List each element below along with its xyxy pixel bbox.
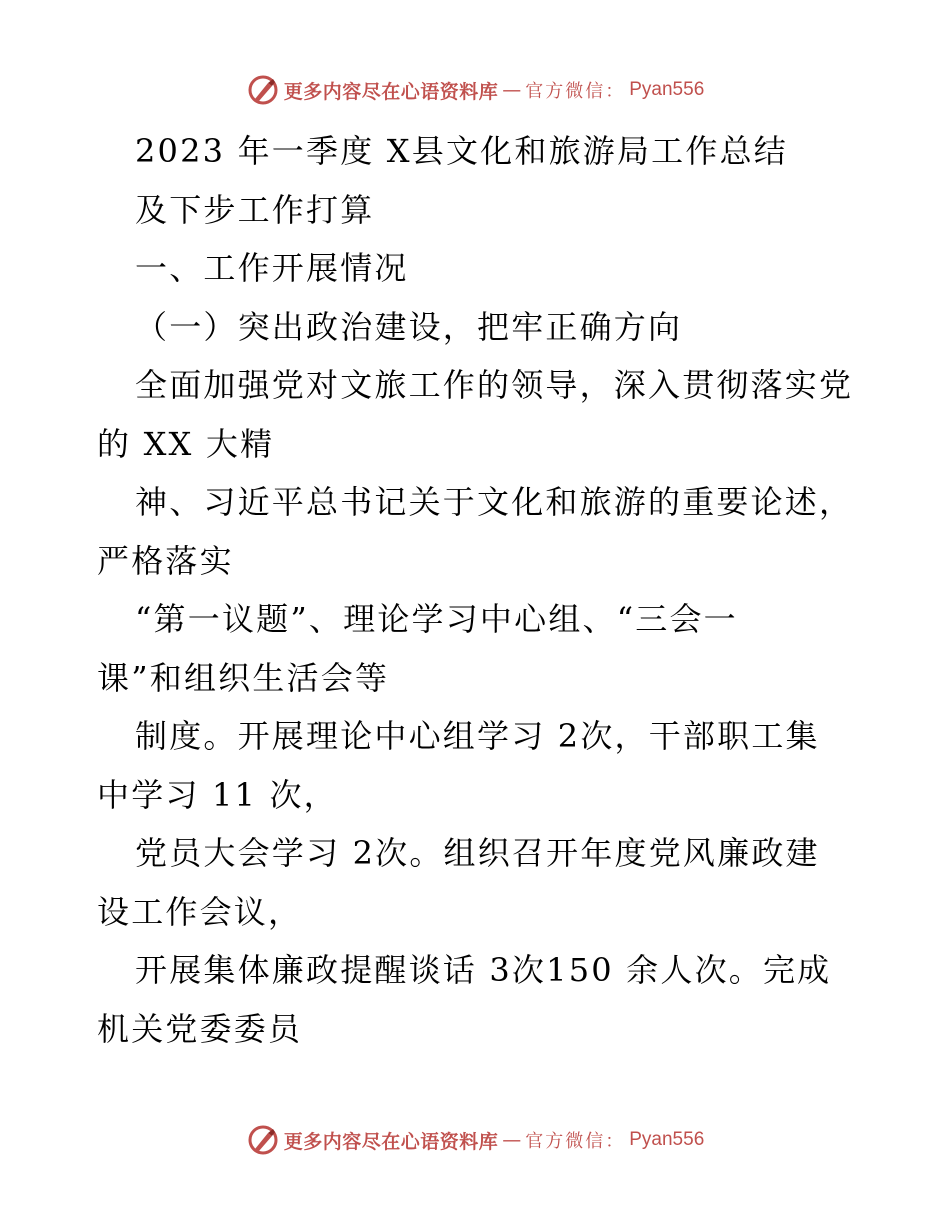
document-body (97, 122, 867, 1058)
watermark-dash: — (502, 79, 522, 101)
watermark-id: Pyan556 (629, 1129, 705, 1150)
watermark-dash: — (502, 1129, 522, 1151)
paragraph-line: 机关党委委员 (97, 1009, 303, 1048)
doc-title-line-1: 2023 年一季度 X县文化和旅游局工作总结 (135, 132, 788, 170)
watermark-label: 官方微信： (525, 81, 626, 102)
paragraph-line: 制度。开展理论中心组学习 2次，干部职工集 (135, 717, 820, 755)
paragraph-line: 开展集体廉政提醒谈话 3次150 余人次。完成 (135, 951, 832, 989)
watermark-label: 官方微信： (525, 1131, 626, 1152)
subsection-heading: （一）突出政治建设，把牢正确方向 (135, 307, 683, 346)
paragraph-line: “第一议题”、理论学习中心组、“三会一 (135, 600, 738, 638)
paragraph-line: 设工作会议， (97, 892, 303, 931)
doc-title-line-2: 及下步工作打算 (135, 190, 375, 229)
watermark-text: 更多内容尽在心语资料库 (283, 80, 499, 103)
pen-logo-icon (246, 1123, 280, 1157)
footer-watermark (0, 1120, 950, 1160)
paragraph-line: 严格落实 (97, 541, 234, 580)
watermark-id: Pyan556 (629, 79, 705, 100)
watermark-text: 更多内容尽在心语资料库 (283, 1130, 499, 1153)
section-heading: 一、工作开展情况 (135, 249, 409, 287)
header-watermark (0, 70, 950, 110)
paragraph-line: 党员大会学习 2次。组织召开年度党风廉政建 (135, 834, 820, 872)
paragraph-line: 全面加强党对文旅工作的领导，深入贯彻落实党 (135, 366, 854, 404)
pen-logo-icon (246, 73, 280, 107)
paragraph-line: 中学习 11 次， (97, 775, 338, 814)
paragraph-line: 神、习近平总书记关于文化和旅游的重要论述， (135, 483, 854, 521)
paragraph-line: 课”和组织生活会等 (97, 658, 390, 697)
paragraph-line: 的 XX 大精 (97, 424, 275, 463)
